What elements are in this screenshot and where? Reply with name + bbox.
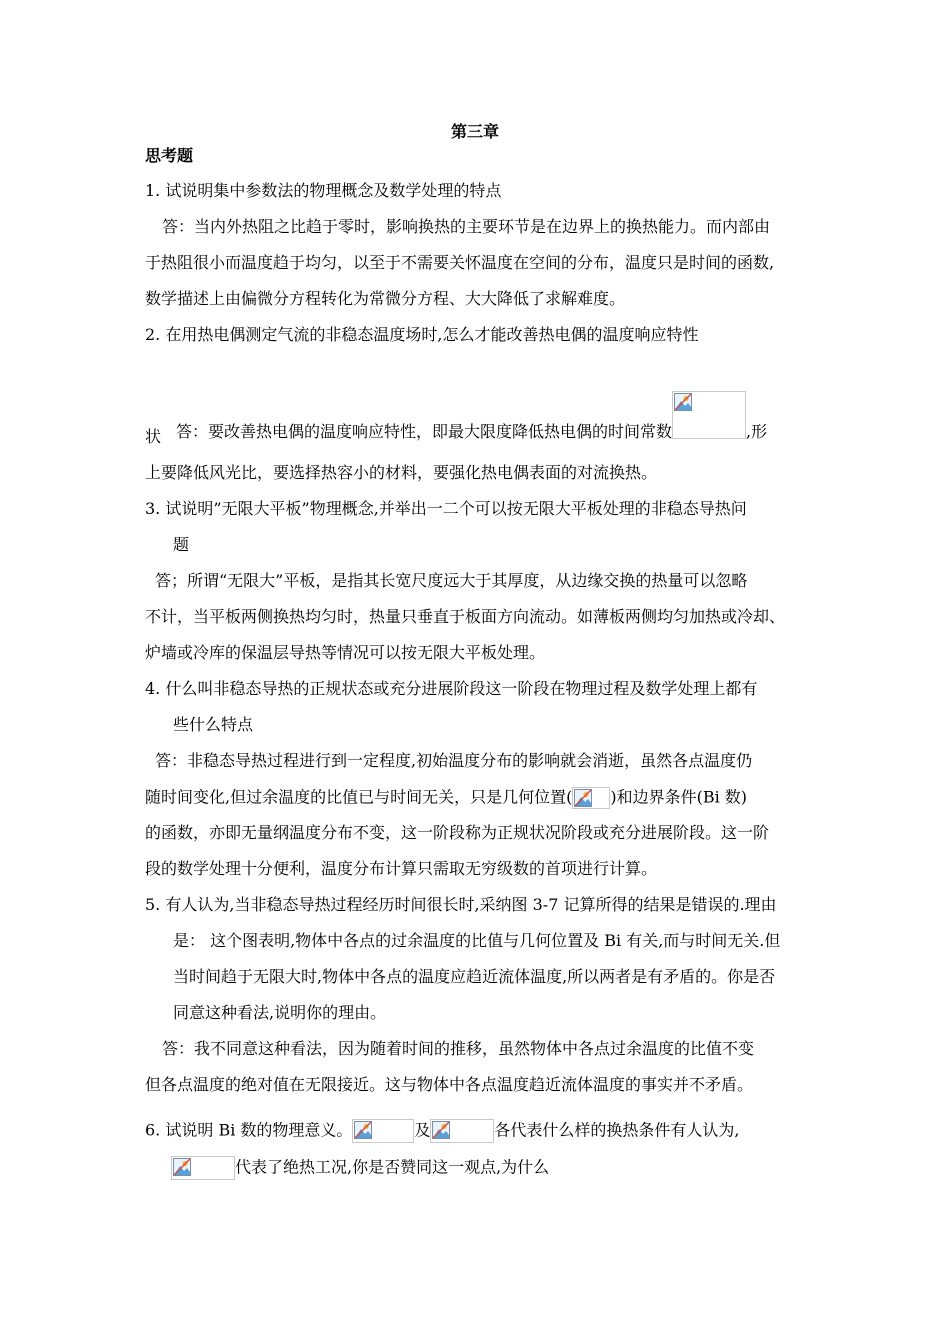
- answer-4-text-b: )和边界条件(Bi 数): [610, 787, 748, 807]
- formula-image-placeholder: [572, 787, 610, 809]
- question-5-line-1: 5. 有人认为,当非稳态导热过程经历时间很长时,采纳图 3-7 记算所得的结果是错误的.理由: [145, 895, 777, 914]
- formula-image-placeholder: [430, 1119, 494, 1143]
- question-5-line-4: 同意这种看法,说明你的理由。: [173, 1003, 387, 1022]
- answer-5-line-1: 答：我不同意这种看法，因为随着时间的推移，虽然物体中各点过余温度的比值不变: [162, 1039, 755, 1058]
- question-3-line-1: 3. 试说明”无限大平板”物理概念,并举出一二个可以按无限大平板处理的非稳态导热问: [145, 499, 747, 518]
- answer-3-line-2: 不计，当平板两侧换热均匀时，热量只垂直于板面方向流动。如薄板两侧均匀加热或冷却、: [145, 607, 786, 626]
- answer-3-line-3: 炉墙或冷库的保温层导热等情况可以按无限大平板处理。: [145, 643, 546, 662]
- question-6-text-b: 及: [414, 1120, 431, 1140]
- question-3-line-2: 题: [173, 535, 190, 554]
- broken-image-icon: [354, 1121, 372, 1139]
- question-5-line-3: 当时间趋于无限大时,物体中各点的温度应趋近流体温度,所以两者是有矛盾的。你是否: [173, 967, 776, 986]
- answer-4-line-4: 段的数学处理十分便利，温度分布计算只需取无穷级数的首项进行计算。: [145, 859, 658, 878]
- answer-4-line-2: [145, 787, 747, 809]
- question-1: 1. 试说明集中参数法的物理概念及数学处理的特点: [145, 181, 502, 200]
- broken-image-icon: [432, 1121, 450, 1139]
- answer-4-text-a: 随时间变化,但过余温度的比值已与时间无关，只是几何位置(: [145, 787, 573, 807]
- answer-2-line-1: [176, 391, 767, 442]
- answer-2-text-b: ,形: [746, 422, 768, 441]
- answer-2-line-2: 状: [145, 427, 162, 446]
- broken-image-icon: [173, 1158, 191, 1176]
- answer-1-line-2: 于热阻很小而温度趋于均匀，以至于不需要关怀温度在空间的分布，温度只是时间的函数,: [145, 253, 775, 272]
- question-2: 2. 在用热电偶测定气流的非稳态温度场时,怎么才能改善热电偶的温度响应特性: [145, 325, 699, 344]
- answer-4-line-3: 的函数，亦即无量纲温度分布不变，这一阶段称为正规状况阶段或充分进展阶段。这一阶: [145, 823, 770, 842]
- formula-image-placeholder: [352, 1119, 414, 1143]
- question-6-text-c: 各代表什么样的换热条件有人认为,: [494, 1120, 740, 1140]
- answer-4-line-1: 答：非稳态导热过程进行到一定程度,初始温度分布的影响就会消逝，虽然各点温度仍: [155, 751, 753, 770]
- answer-1-line-1: 答：当内外热阻之比趋于零时，影响换热的主要环节是在边界上的换热能力。而内部由: [162, 217, 771, 236]
- answer-3-line-1: 答；所谓“无限大”平板，是指其长宽尺度远大于其厚度，从边缘交换的热量可以忽略: [155, 571, 748, 590]
- formula-image-placeholder: [672, 391, 746, 439]
- question-5-line-2: 是： 这个图表明,物体中各点的过余温度的比值与几何位置及 Bi 有关,而与时间无关.但: [173, 931, 781, 950]
- question-4-line-1: 4. 什么叫非稳态导热的正规状态或充分进展阶段这一阶段在物理过程及数学处理上都有: [145, 679, 758, 698]
- answer-2-text-a: 答：要改善热电偶的温度响应特性，即最大限度降低热电偶的时间常数: [176, 422, 673, 441]
- answer-5-line-2: 但各点温度的绝对值在无限接近。这与物体中各点温度趋近流体温度的事实并不矛盾。: [145, 1075, 754, 1094]
- chapter-title: 第三章: [450, 122, 499, 141]
- question-6-text-a: 6. 试说明 Bi 数的物理意义。: [145, 1120, 353, 1140]
- question-6-line-1: [145, 1119, 740, 1143]
- broken-image-icon: [674, 393, 692, 411]
- question-6-text-d: 代表了绝热工况,你是否赞同这一观点,为什么: [235, 1157, 550, 1177]
- formula-image-placeholder: [171, 1156, 235, 1180]
- answer-2-line-3: 上要降低风光比，要选择热容小的材料，要强化热电偶表面的对流换热。: [145, 463, 658, 482]
- question-6-line-2: [171, 1156, 549, 1180]
- answer-1-line-3: 数学描述上由偏微分方程转化为常微分方程、大大降低了求解难度。: [145, 289, 626, 308]
- section-title: 思考题: [145, 146, 194, 165]
- question-4-line-2: 些什么特点: [173, 715, 254, 734]
- broken-image-icon: [574, 789, 592, 807]
